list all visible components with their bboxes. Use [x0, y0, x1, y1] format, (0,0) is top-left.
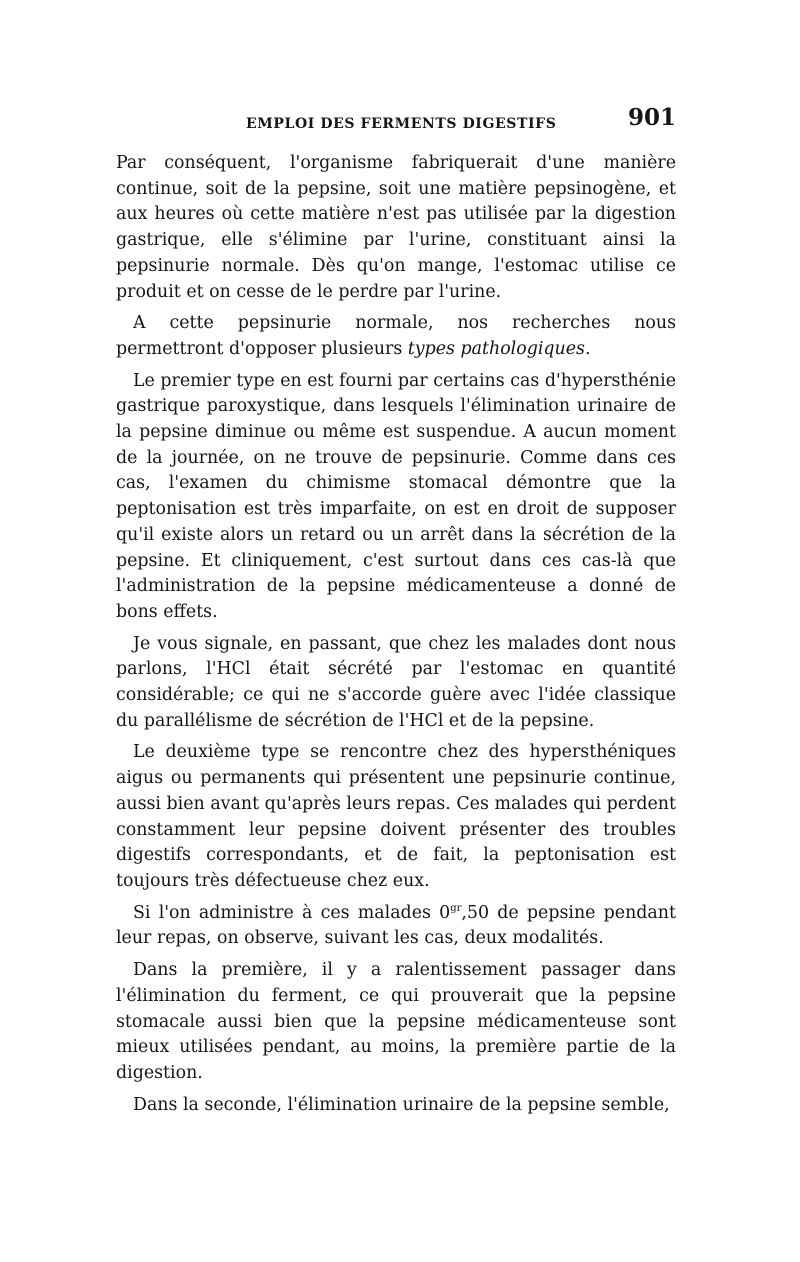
paragraph-3-text: Le premier type en est fourni par certains cas d'hypersthénie gastrique paroxystique, dans lesquels l'élimination urinaire de la pepsine diminue ou même est suspendue. A aucun moment de la journée, on ne trouve de pepsinurie. Comme dans ces cas, l'examen du chimisme stomacal démontre que la peptonisation est très imparfaite, on est en droit de supposer qu'il existe alors un retard ou un arrêt dans la sécrétion de la pepsine. Et cliniquement, c'est surtout dans ces cas-là que l'administration de la pepsine médicamenteuse a donné de bons effets. [116, 370, 676, 622]
paragraph-2 [116, 311, 676, 362]
paragraph-5-text: Le deuxième type se rencontre chez des hypersthéniques aigus ou permanents qui présentent une pepsinurie continue, aussi bien avant qu'après leurs repas. Ces malades qui perdent constamment leur pepsine doivent présenter des troubles digestifs correspondants, et de fait, la peptonisation est toujours très défectueuse chez eux. [116, 742, 676, 891]
paragraph-1-text: Par conséquent, l'organisme fabriquerait d'une manière continue, soit de la pepsine, soit une matière pepsinogène, et aux heures où cette matière n'est pas utilisée par la digestion gastrique, elle s'élimine par l'urine, constituant ainsi la pepsinurie normale. Dès qu'on mange, l'estomac utilise ce produit et on cesse de le perdre par l'urine. [116, 153, 676, 302]
paragraph-6-text-after: ,50 de pepsine pendant leur repas, on observe, suivant les cas, deux modalités. [116, 902, 676, 949]
paragraph-2-text-after: . [584, 338, 591, 359]
paragraph-7 [116, 958, 676, 1087]
body-text [116, 151, 676, 1118]
paragraph-6-unit-superscript: gr [450, 902, 462, 914]
paragraph-7-text: Dans la première, il y a ralentissement passager dans l'élimination du ferment, ce qui prouverait que la pepsine stomacale aussi bien que la pepsine médicamenteuse sont mieux utilisées pendant, au moins, la première partie de la digestion. [116, 960, 676, 1083]
paragraph-3 [116, 369, 676, 626]
paragraph-4-text: Je vous signale, en passant, que chez les malades dont nous parlons, l'HCl était sécrété par l'estomac en quantité considérable; ce qui ne s'accorde guère avec l'idée classique du parallélisme de sécrétion de l'HCl et de la pepsine. [116, 633, 676, 731]
page-number: 901 [627, 104, 676, 131]
paragraph-6-text-before: Si l'on administre à ces malades 0 [133, 902, 451, 923]
paragraph-6 [116, 901, 676, 952]
paragraph-1 [116, 151, 676, 305]
page-header [116, 104, 676, 144]
paragraph-2-text-before: A cette pepsinurie normale, nos recherches nous permettront d'opposer plusieurs [116, 313, 676, 359]
paragraph-2-italic-term: types pathologiques [407, 338, 585, 359]
paragraph-4 [116, 632, 676, 735]
paragraph-8 [116, 1093, 676, 1119]
paragraph-8-text: Dans la seconde, l'élimination urinaire de la pepsine semble, [133, 1094, 670, 1115]
running-title: EMPLOI DES FERMENTS DIGESTIFS [246, 116, 557, 132]
paragraph-5 [116, 740, 676, 894]
